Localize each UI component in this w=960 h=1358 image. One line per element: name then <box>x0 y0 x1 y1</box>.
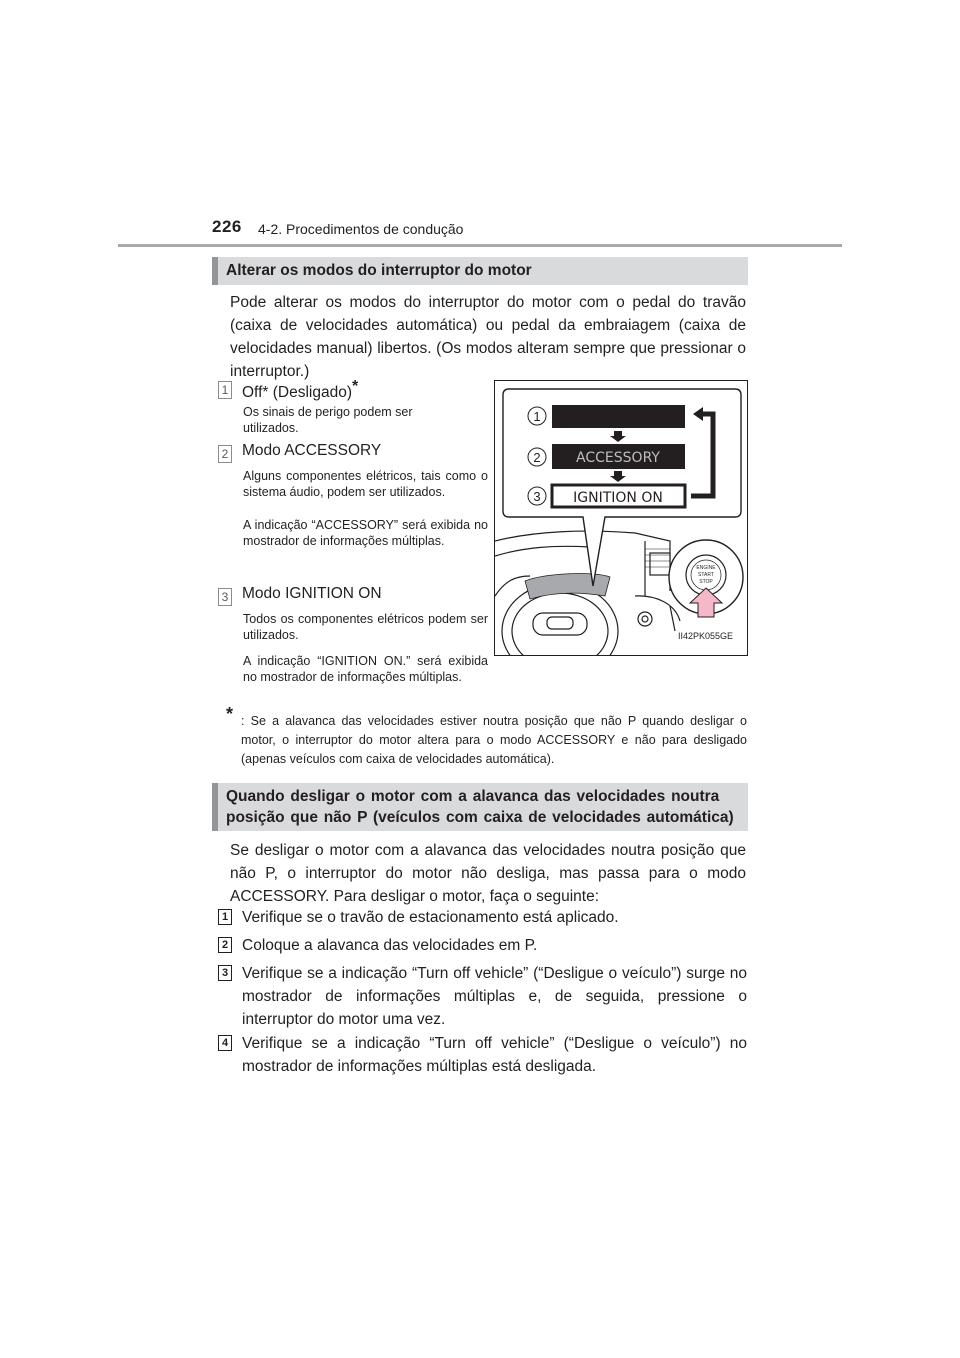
step-number-4: 4 <box>218 1035 232 1051</box>
item-desc-ignition-1: Todos os componentes elétricos podem ser utilizados. <box>243 612 488 642</box>
step-number-1: 1 <box>218 909 232 925</box>
item-desc-off: Os sinais de perigo podem ser utilizados. <box>243 405 413 435</box>
step-3-text: Verifique se a indicação “Turn off vehicle” (“Desligue o veículo”) surge no mostrador de informações múltiplas e, de seguida, pressione o interruptor do motor uma vez. <box>242 965 747 1028</box>
section-title-engine-switch-modes: Alterar os modos do interruptor do motor <box>212 257 748 285</box>
page-number: 226 <box>212 217 242 236</box>
item-title-accessory: Modo ACCESSORY <box>242 442 382 459</box>
accessory-display-text: ACCESSORY <box>576 450 660 466</box>
step-4-text: Verifique se a indicação “Turn off vehicle” (“Desligue o veículo”) no mostrador de informações múltiplas está desligada. <box>242 1035 747 1075</box>
button-label-start: START <box>698 572 714 578</box>
callout-number-3 <box>528 487 546 505</box>
svg-text:3: 3 <box>533 489 541 504</box>
item-desc-ignition-2: A indicação “IGNITION ON.” será exibida no mostrador de informações múltiplas. <box>243 654 488 684</box>
item-number-3: 3 <box>218 588 232 606</box>
engine-switch-illustration <box>494 380 748 656</box>
item-desc-accessory-2: A indicação “ACCESSORY” será exibida no mostrador de informações múltiplas. <box>243 518 488 548</box>
step-1-text: Verifique se o travão de estacionamento está aplicado. <box>242 909 619 926</box>
button-label-stop: STOP <box>699 579 713 585</box>
meter-cluster <box>525 574 610 599</box>
section-intro: Pode alterar os modos do interruptor do motor com o pedal do travão (caixa de velocidades automática) ou pedal da embraiagem (caixa de velocidades manual) libertos. (Os modos alteram sempre que pressionar o interruptor.) <box>230 294 746 380</box>
step-2-text: Coloque a alavanca das velocidades em P. <box>242 937 538 954</box>
footnote-text: : Se a alavanca das velocidades estiver noutra posição que não P quando desligar o motor, o interruptor do motor altera para o modo ACCESSORY e não para desligado (apenas veículos com caixa de velocidades automática). <box>241 714 747 766</box>
footnote-mark: * <box>226 704 234 724</box>
figure-code: II42PK055GE <box>677 631 733 641</box>
callout-number-2 <box>528 448 546 466</box>
item-number-2: 2 <box>218 445 232 463</box>
breadcrumb: 4-2. Procedimentos de condução <box>258 221 464 237</box>
item-title-ignition-on: Modo IGNITION ON <box>242 585 382 602</box>
section-title-turn-off-not-in-p: Quando desligar o motor com a alavanca das velocidades noutra posição que não P (veículos com caixa de velocidades automática) <box>212 783 748 831</box>
svg-text:1: 1 <box>533 409 541 424</box>
item-title-off: Off* (Desligado)* <box>242 378 359 402</box>
header-rule <box>118 244 842 247</box>
step-number-3: 3 <box>218 965 232 981</box>
step-number-2: 2 <box>218 937 232 953</box>
button-label-engine: ENGINE <box>696 565 716 571</box>
off-display <box>552 405 685 428</box>
item-number-1: 1 <box>218 381 232 399</box>
callout-number-1 <box>528 407 546 425</box>
section2-intro: Se desligar o motor com a alavanca das velocidades noutra posição que não P, o interruptor do motor não desliga, mas passa para o modo ACCESSORY. Para desligar o motor, faça o seguinte: <box>230 842 746 905</box>
svg-text:2: 2 <box>533 450 541 465</box>
item-desc-accessory-1: Alguns componentes elétricos, tais como o sistema áudio, podem ser utilizados. <box>243 469 488 499</box>
illustration-drawing <box>495 381 747 655</box>
ignition-display-text: IGNITION ON <box>573 490 663 506</box>
